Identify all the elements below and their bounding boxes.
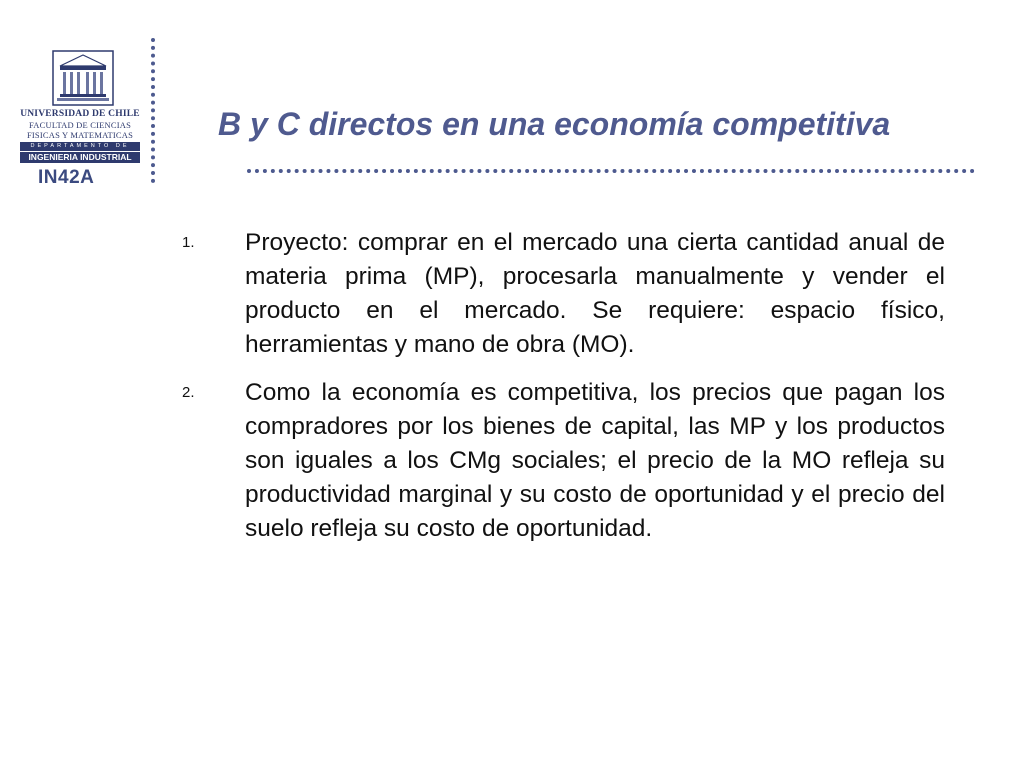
list-item-text: Como la economía es competitiva, los precios que pagan los compradores por los bienes de capital, las MP y los productos son iguales a los CMg sociales; el precio de la MO refleja su productividad marginal y su costo de oportunidad y el precio del suelo refleja su costo de oportunidad. — [245, 379, 945, 542]
list-item — [180, 376, 945, 546]
horizontal-dotted-divider — [247, 169, 975, 177]
logo-department-name: INGENIERIA INDUSTRIAL — [20, 152, 140, 163]
university-building-icon — [52, 50, 114, 106]
logo-university-name: UNIVERSIDAD DE CHILE — [20, 109, 140, 119]
logo-faculty-line1: FACULTAD DE CIENCIAS — [28, 120, 132, 130]
list-item — [180, 226, 945, 362]
course-code: IN42A — [38, 167, 95, 188]
list-item-number: 1. — [182, 234, 195, 251]
logo-department-label: DEPARTAMENTO DE — [20, 142, 140, 151]
logo-faculty-line2: FISICAS Y MATEMATICAS — [26, 130, 134, 140]
list-item-number: 2. — [182, 384, 195, 401]
slide-content — [180, 226, 945, 560]
slide-title: B y C directos en una economía competitiva — [218, 106, 891, 142]
vertical-dotted-divider — [151, 38, 159, 183]
list-item-text: Proyecto: comprar en el mercado una cierta cantidad anual de materia prima (MP), procesarla manualmente y vender el producto en el mercado. Se requiere: espacio físico, herramientas y mano de obra (MO). — [245, 229, 945, 358]
university-logo — [18, 50, 142, 162]
